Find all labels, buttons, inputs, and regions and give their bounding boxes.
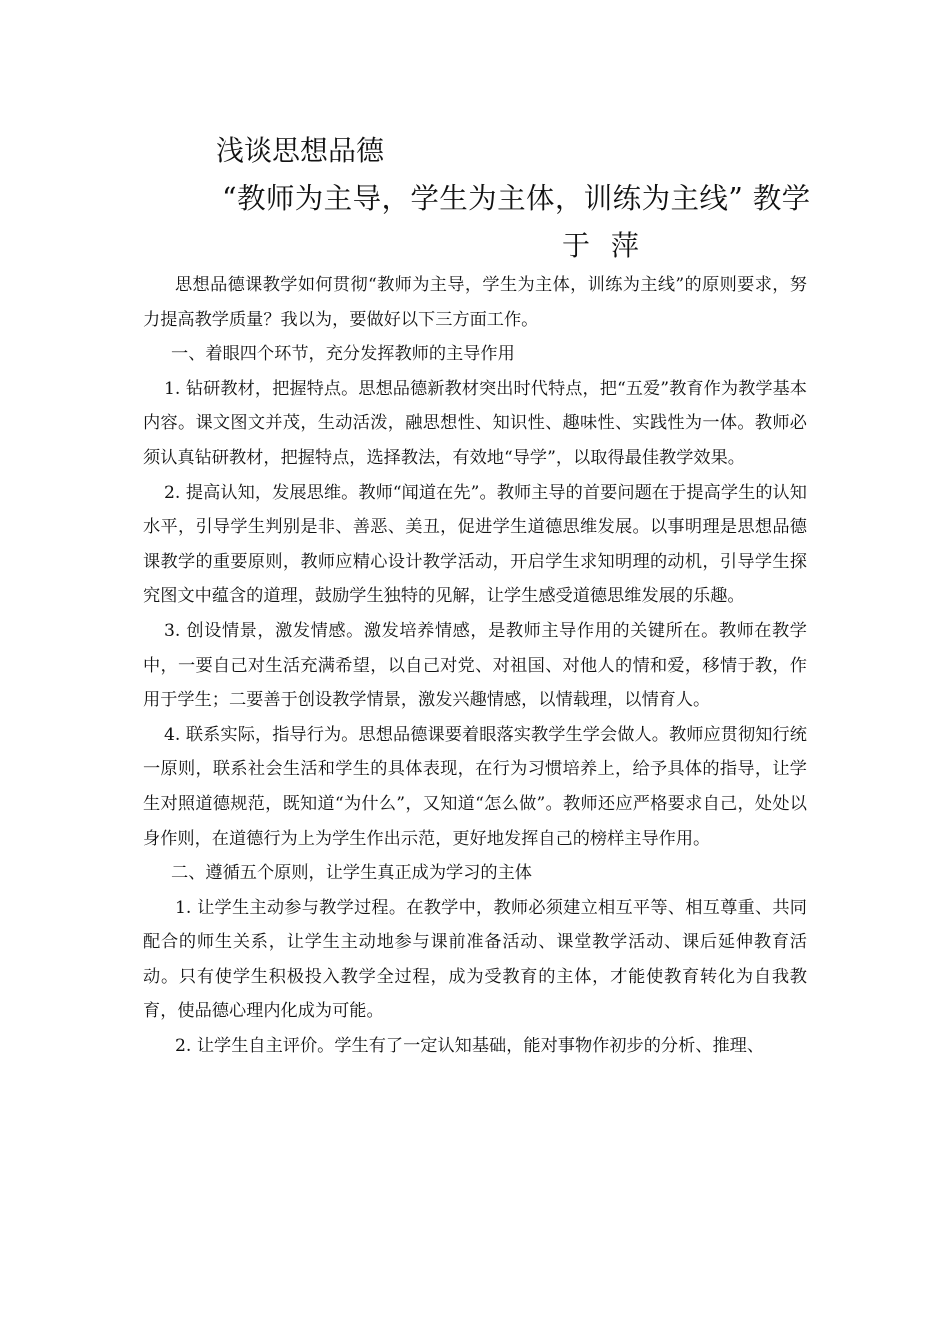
paragraph-1-1: 1. 钻研教材，把握特点。思想品德新教材突出时代特点，把“五爱”教育作为教学基本内容。课文图文并茂，生动活泼，融思想性、知识性、趣味性、实践性为一体。教师必须认真钻研教材，把握特点，选择教法，有效地“导学”，以取得最佳教学效果。 [143, 378, 807, 468]
title-line-2: “教师为主导，学生为主体，训练为主线” 教学 [222, 182, 811, 215]
section-heading-2: 二、遵循五个原则，让学生真正成为学习的主体 [171, 863, 532, 884]
section-heading-1: 一、着眼四个环节，充分发挥教师的主导作用 [171, 344, 515, 365]
title-line-1: 浅谈思想品德 [216, 134, 385, 167]
author-name: 于 萍 [562, 229, 645, 262]
paragraph-1-2: 2. 提高认知，发展思维。教师“闻道在先”。教师主导的首要问题在于提高学生的认知水平，引导学生判别是非、善恶、美丑，促进学生道德思维发展。以事明理是思想品德课教学的重要原则，教师应精心设计教学活动，开启学生求知明理的动机，引导学生探究图文中蕴含的道理，鼓励学生独特的见解，让学生感受道德思维发展的乐趣。 [143, 482, 807, 607]
paragraph-1-3: 3. 创设情景，激发情感。激发培养情感，是教师主导作用的关键所在。教师在教学中，一要自己对生活充满希望，以自己对党、对祖国、对他人的情和爱，移情于教，作用于学生；二要善于创设教学情景，激发兴趣情感，以情载理，以情育人。 [143, 620, 807, 711]
paragraph-1-4: 4. 联系实际，指导行为。思想品德课要着眼落实教学生学会做人。教师应贯彻知行统一原则，联系社会生活和学生的具体表现，在行为习惯培养上，给予具体的指导，让学生对照道德规范，既知道“为什么”，又知道“怎么做”。教师还应严格要求自己，处处以身作则，在道德行为上为学生作出示范，更好地发挥自己的榜样主导作用。 [143, 724, 807, 849]
intro-paragraph: 思想品德课教学如何贯彻“教师为主导，学生为主体，训练为主线”的原则要求，努力提高教学质量？我以为，要做好以下三方面工作。 [143, 275, 807, 330]
paragraph-2-2: 2. 让学生自主评价。学生有了一定认知基础，能对事物作初步的分析、推理、 [175, 1036, 765, 1057]
paragraph-2-1: 1. 让学生主动参与教学过程。在教学中，教师必须建立相互平等、相互尊重、共同配合的师生关系，让学生主动地参与课前准备活动、课堂教学活动、课后延伸教育活动。只有使学生积极投入教学全过程，成为受教育的主体，才能使教育转化为自我教育，使品德心理内化成为可能。 [143, 897, 807, 1022]
article-body [143, 268, 807, 1064]
